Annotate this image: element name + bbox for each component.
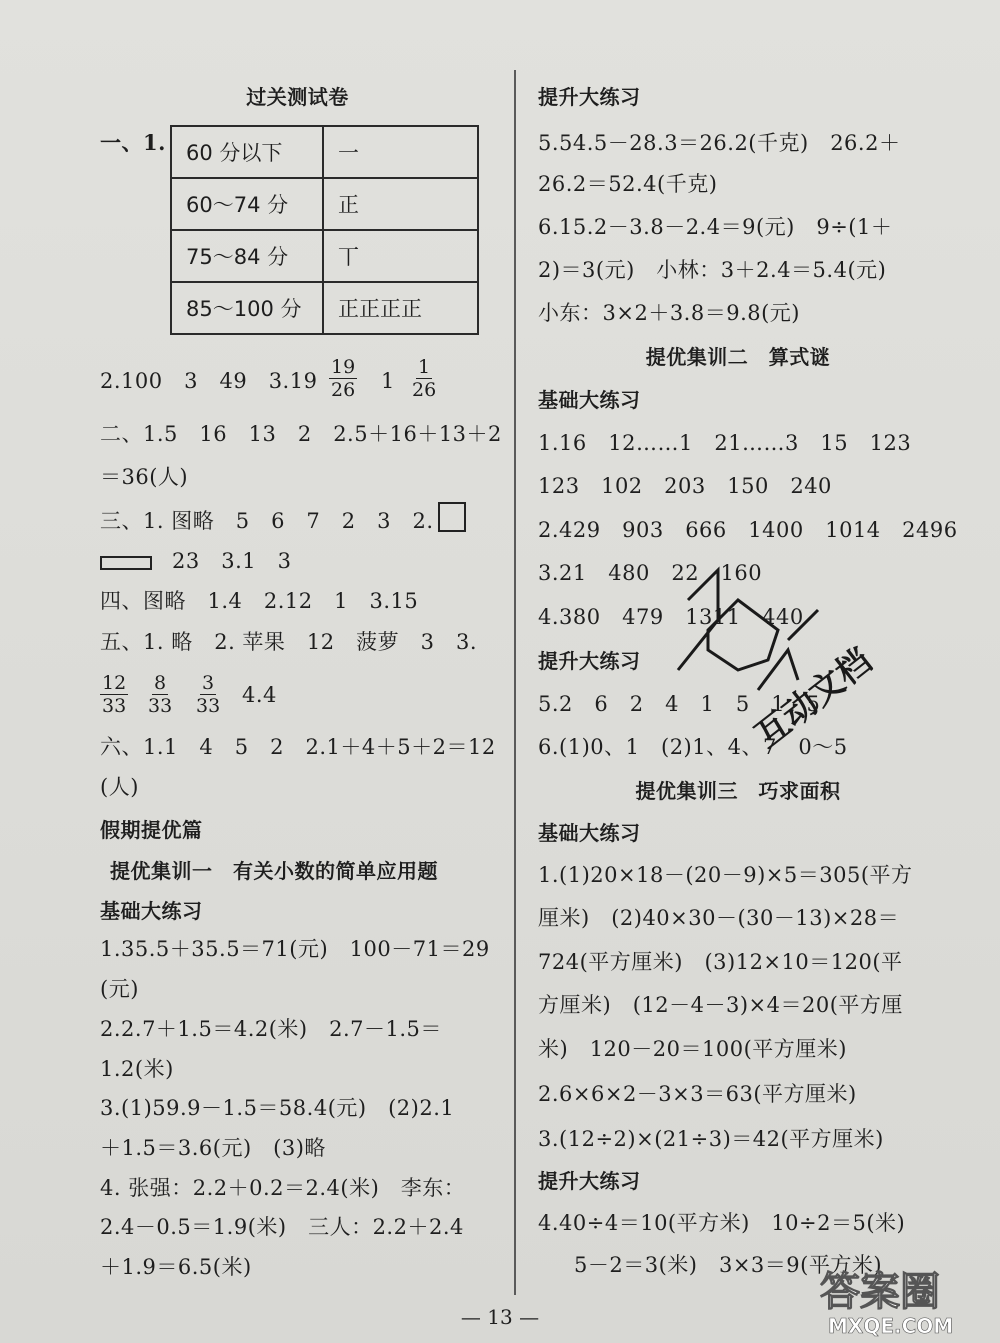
- tally-cell: 正正正正: [323, 282, 478, 334]
- range-cell: 60～74 分: [171, 178, 323, 230]
- tally-cell: 丅: [323, 230, 478, 282]
- tally-table: [170, 125, 479, 335]
- fraction: [100, 672, 128, 717]
- answer-line: (人): [100, 775, 139, 799]
- answer-line: 3.21 480 22 160: [538, 561, 763, 585]
- section-heading: 提优集训二 算式谜: [645, 345, 831, 369]
- answer-line: ＋1.9＝6.5(米): [100, 1255, 252, 1279]
- range-cell: 75～84 分: [171, 230, 323, 282]
- exercise-heading: 提升大练习: [538, 1169, 641, 1193]
- answer-line: 4.40÷4＝10(平方米) 10÷2＝5(米): [538, 1211, 906, 1235]
- watermark-url: MXQE.COM: [828, 1314, 954, 1338]
- answer-line: 厘米) (2)40×30－(30－13)×28＝: [538, 906, 900, 930]
- answer-line: 724(平方厘米) (3)12×10＝120(平: [538, 950, 903, 974]
- answer-line: 1: [381, 369, 395, 393]
- denominator: 26: [412, 379, 437, 401]
- fraction: [412, 356, 436, 401]
- answer-line: 5.54.5－28.3＝26.2(千克) 26.2＋: [538, 131, 901, 155]
- table-row: [171, 282, 478, 334]
- fraction: [148, 672, 172, 717]
- answer-line: 2.4－0.5＝1.9(米) 三人：2.2＋2.4: [100, 1215, 464, 1239]
- answer-line: 3.(12÷2)×(21÷3)＝42(平方厘米): [538, 1127, 884, 1151]
- exercise-heading: 基础大练习: [538, 821, 641, 845]
- exercise-heading: 基础大练习: [100, 899, 203, 923]
- table-row: [171, 178, 478, 230]
- answer-line: 2.100 3 49 3.19: [100, 369, 318, 393]
- answer-line: 26.2＝52.4(千克): [538, 172, 718, 196]
- section-heading: 提优集训三 巧求面积: [635, 779, 841, 803]
- answer-line: 1.16 12……1 21……3 15 123: [538, 431, 912, 455]
- answer-line: 4.380 479 1311 440: [538, 605, 804, 629]
- answer-line: 6.(1)0、1 (2)1、4、7 0～5: [538, 735, 848, 759]
- part-heading: 假期提优篇: [100, 818, 203, 842]
- answer-line: 2.6×6×2－3×3＝63(平方厘米): [538, 1082, 857, 1106]
- column-divider: [514, 70, 516, 1295]
- q1-label: 一、1.: [100, 130, 166, 155]
- answer-line: 1.35.5＋35.5＝71(元) 100－71＝29: [100, 937, 490, 961]
- tally-cell: 正: [323, 178, 478, 230]
- stamp-logo: [648, 560, 880, 760]
- answer-line: 2.2.7＋1.5＝4.2(米) 2.7－1.5＝: [100, 1017, 442, 1041]
- numerator: 12: [102, 672, 127, 694]
- denominator: 33: [148, 695, 173, 717]
- answer-line: 123 102 203 150 240: [538, 474, 832, 498]
- answer-line: 5－2＝3(米) 3×3＝9(平方米): [574, 1253, 883, 1277]
- answer-line: 2)＝3(元) 小林：3＋2.4＝5.4(元): [538, 258, 887, 282]
- answer-line: 四、图略 1.4 2.12 1 3.15: [100, 589, 419, 613]
- answer-line: 4.4: [242, 683, 277, 707]
- numerator: 3: [202, 672, 215, 694]
- rectangle-shape: [100, 556, 152, 570]
- table-row: [171, 126, 478, 178]
- table-row: [171, 230, 478, 282]
- page-number: — 13 —: [460, 1305, 540, 1329]
- exercise-heading: 提升大练习: [538, 85, 641, 109]
- stamp-text: 互动文档: [747, 640, 880, 757]
- numerator: 1: [418, 356, 431, 378]
- answer-line: 五、1. 略 2. 苹果 12 菠萝 3 3.: [100, 630, 478, 654]
- exercise-heading: 提升大练习: [538, 649, 641, 673]
- answer-line: 3.(1)59.9－1.5＝58.4(元) (2)2.1: [100, 1096, 455, 1120]
- answer-line: 23 3.1 3: [172, 549, 292, 573]
- watermark-logo: [760, 1253, 1000, 1343]
- answer-line: 米) 120－20＝100(平方厘米): [538, 1037, 847, 1061]
- square-shape: [438, 502, 466, 532]
- denominator: 33: [102, 695, 127, 717]
- exercise-heading: 基础大练习: [538, 388, 641, 412]
- section-title-test: 过关测试卷: [246, 85, 349, 109]
- answer-line: (元): [100, 977, 139, 1001]
- denominator: 26: [331, 379, 356, 401]
- denominator: 33: [196, 695, 221, 717]
- numerator: 19: [331, 356, 356, 378]
- fraction: [196, 672, 220, 717]
- numerator: 8: [154, 672, 167, 694]
- answer-line: 1.2(米): [100, 1057, 174, 1081]
- watermark-text: 答案圈: [820, 1269, 940, 1315]
- answer-line: 三、1. 图略 5 6 7 2 3 2.: [100, 509, 434, 533]
- answer-line: 5.2 6 2 4 1 5 1 5: [538, 692, 821, 716]
- answer-line: 二、1.5 16 13 2 2.5＋16＋13＋2: [100, 422, 502, 446]
- answer-line: 2.429 903 666 1400 1014 2496: [538, 518, 958, 542]
- answer-line: 6.15.2－3.8－2.4＝9(元) 9÷(1＋: [538, 215, 893, 239]
- answer-line: ＝36(人): [100, 465, 189, 489]
- tally-cell: 一: [323, 126, 478, 178]
- section-heading: 提优集训一 有关小数的简单应用题: [110, 859, 438, 883]
- answer-line: 4. 张强：2.2＋0.2＝2.4(米) 李东：: [100, 1176, 466, 1200]
- range-cell: 60 分以下: [171, 126, 323, 178]
- range-cell: 85～100 分: [171, 282, 323, 334]
- answer-line: 方厘米) (12－4－3)×4＝20(平方厘: [538, 993, 903, 1017]
- answer-line: 小东：3×2＋3.8＝9.8(元): [538, 301, 800, 325]
- answer-line: ＋1.5＝3.6(元) (3)略: [100, 1136, 326, 1160]
- fraction: [329, 356, 357, 401]
- answer-line: 1.(1)20×18－(20－9)×5＝305(平方: [538, 863, 913, 887]
- answer-line: 六、1.1 4 5 2 2.1＋4＋5＋2＝12: [100, 735, 496, 759]
